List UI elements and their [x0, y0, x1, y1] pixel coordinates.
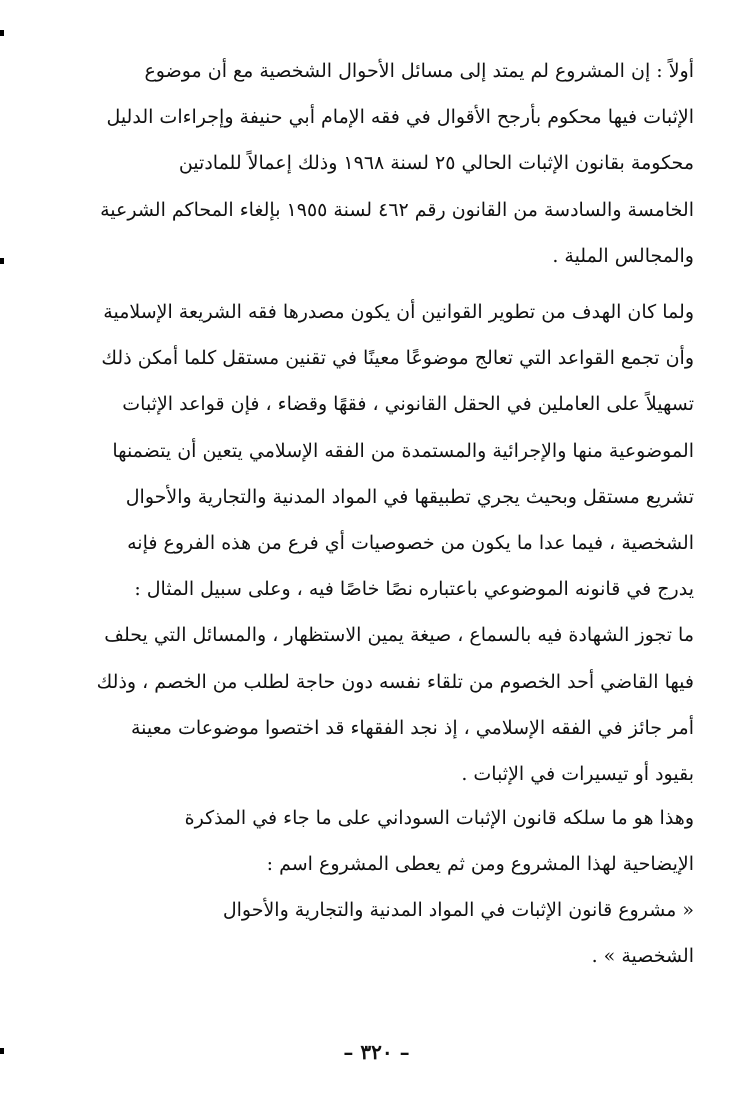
text-line: تسهيلاً على العاملين في الحقل القانوني ، فقهًا وقضاء ، فإن قواعد الإثبات	[122, 393, 694, 416]
text-line: تشريع مستقل وبحيث يجري تطبيقها في المواد المدنية والتجارية والأحوال	[125, 485, 694, 508]
text-line: ما تجوز الشهادة فيه بالسماع ، صيغة يمين الاستظهار ، والمسائل التي يحلف	[104, 624, 694, 647]
text-line: الإثبات فيها محكوم بأرجح الأقوال في فقه الإمام أبي حنيفة وإجراءات الدليل	[106, 106, 694, 129]
text-line: والمجالس الملية .	[552, 244, 694, 267]
margin-mark	[0, 30, 4, 36]
paragraph-sudanese-law	[72, 795, 694, 887]
text-line: الشخصية ، فيما عدا ما يكون من خصوصيات أي فرع من هذه الفروع فإنه	[127, 532, 694, 555]
page-number: – ٣٢٠ –	[343, 1040, 410, 1064]
text-line: الموضوعية منها والإجرائية والمستمدة من الفقه الإسلامي يتعين أن يتضمنها	[112, 439, 694, 462]
text-line: الشخصية » .	[591, 945, 694, 968]
text-line: الخامسة والسادسة من القانون رقم ٤٦٢ لسنة ١٩٥٥ بإلغاء المحاكم الشرعية	[100, 198, 694, 221]
text-line: أمر جائز في الفقه الإسلامي ، إذ نجد الفقهاء قد اختصوا موضوعات معينة	[130, 716, 694, 739]
text-line: الإيضاحية لهذا المشروع ومن ثم يعطى المشروع اسم :	[266, 853, 694, 876]
text-line: فيها القاضي أحد الخصوم من تلقاء نفسه دون حاجة لطلب من الخصم ، وذلك	[96, 670, 694, 693]
paragraph-legislation-goal	[72, 289, 694, 797]
margin-mark	[0, 258, 4, 264]
text-line: « مشروع قانون الإثبات في المواد المدنية والتجارية والأحوال	[222, 899, 694, 921]
paragraph-first-point	[72, 48, 694, 279]
text-line: أولاً : إن المشروع لم يمتد إلى مسائل الأحوال الشخصية مع أن موضوع	[144, 60, 694, 82]
text-line: يدرج في قانونه الموضوعي باعتباره نصًا خاصًا فيه ، وعلى سبيل المثال :	[134, 578, 694, 601]
text-line: ولما كان الهدف من تطوير القوانين أن يكون مصدرها فقه الشريعة الإسلامية	[103, 301, 694, 323]
paragraph-project-name	[72, 887, 694, 979]
text-line: محكومة بقانون الإثبات الحالي ٢٥ لسنة ١٩٦٨ وذلك إعمالاً للمادتين	[178, 152, 694, 175]
text-line: بقيود أو تيسيرات في الإثبات .	[461, 763, 694, 786]
text-line: وهذا هو ما سلكه قانون الإثبات السوداني على ما جاء في المذكرة	[184, 807, 694, 829]
text-line: وأن تجمع القواعد التي تعالج موضوعًا معينًا في تقنين مستقل كلما أمكن ذلك	[101, 347, 694, 370]
